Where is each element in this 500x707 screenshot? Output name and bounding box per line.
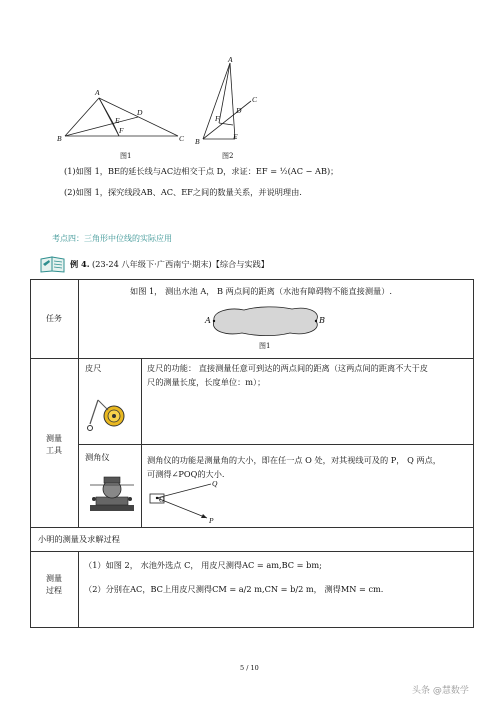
angle-label-q: Q <box>212 479 218 488</box>
angle-diagram <box>145 478 225 524</box>
fig1-label-f: F <box>119 126 124 135</box>
theodolite-description-line-2: 可测得∠POQ的大小. <box>147 469 225 479</box>
fig2-label-f: F <box>215 114 220 123</box>
fig1-caption: 图1 <box>120 152 132 160</box>
fig1-label-a: A <box>95 88 100 97</box>
example-book-icon <box>39 255 67 273</box>
fig2-label-a: A <box>228 55 233 64</box>
process-header: 小明的测量及求解过程 <box>38 534 120 544</box>
process-label-line-1: 测量 <box>46 574 62 583</box>
fig1-label-e: E <box>115 116 120 125</box>
pond-figure <box>200 303 330 339</box>
process-label-line-2: 过程 <box>46 586 62 595</box>
process-step-2: （2）分别在AC，BC上用皮尺测得CM = a/2 m,CN = b/2 m， 测得MN = cm. <box>84 584 384 594</box>
tape-description-line-2: 尺的测量长度，长度单位：m）； <box>147 377 266 387</box>
theodolite-name: 测角仪 <box>85 452 110 462</box>
example-label: 例 4. <box>70 259 90 269</box>
fig2-label-b: B <box>195 137 200 146</box>
geometry-figure-2 <box>195 55 265 147</box>
angle-label-o: O <box>159 495 165 504</box>
fig2-label-c: C <box>252 95 258 104</box>
tape-description-line-1: 皮尺的功能： 直接测量任意可到达的两点间的距离（这两点间的距离不大于皮 <box>147 363 428 373</box>
task-label: 任务 <box>46 314 62 323</box>
fig1-label-b: B <box>57 134 62 143</box>
watermark: 头条 @慧数学 <box>412 686 469 696</box>
tape-name: 皮尺 <box>85 363 102 373</box>
fig2-label-d: D <box>236 106 242 115</box>
fig2-caption: 图2 <box>222 152 234 160</box>
tools-label-line-1: 测量 <box>46 434 62 443</box>
example-source: (23-24 八年级下·广西南宁·期末)【综合与实践】 <box>92 259 269 269</box>
fig1-label-d: D <box>137 108 143 117</box>
pond-label-b: B <box>319 315 326 325</box>
question-1: (1)如图 1，BE的延长线与AC边相交于点 D，求证：EF = ½(AC − AB)； <box>64 166 339 176</box>
angle-label-p: P <box>209 516 214 524</box>
theodolite-image <box>86 471 138 517</box>
fig2-label-e: E <box>233 132 238 141</box>
process-step-1: （1）如图 2， 水池外选点 C， 用皮尺测得AC = am,BC = bm; <box>84 560 322 570</box>
pond-label-a: A <box>205 315 211 325</box>
tape-measure-image <box>84 394 134 438</box>
section-title: 考点四：三角形中位线的实际应用 <box>52 234 172 243</box>
page-number: 5 / 10 <box>240 664 259 672</box>
fig1-label-c: C <box>179 134 185 143</box>
question-2: (2)如图 1，探究线段AB、AC、EF之间的数量关系，并说明理由. <box>64 187 302 197</box>
tools-label-line-2: 工具 <box>46 446 62 455</box>
task-text: 如图 1， 测出水池 A， B 两点间的距离（水池有障碍物不能直接测量）. <box>130 286 393 296</box>
geometry-figure-1 <box>55 85 190 147</box>
pond-caption: 图1 <box>259 342 271 350</box>
theodolite-description-line-1: 测角仪的功能是测量角的大小，即在任一点 O 处，对其视线可及的 P， Q 两点， <box>147 455 441 465</box>
